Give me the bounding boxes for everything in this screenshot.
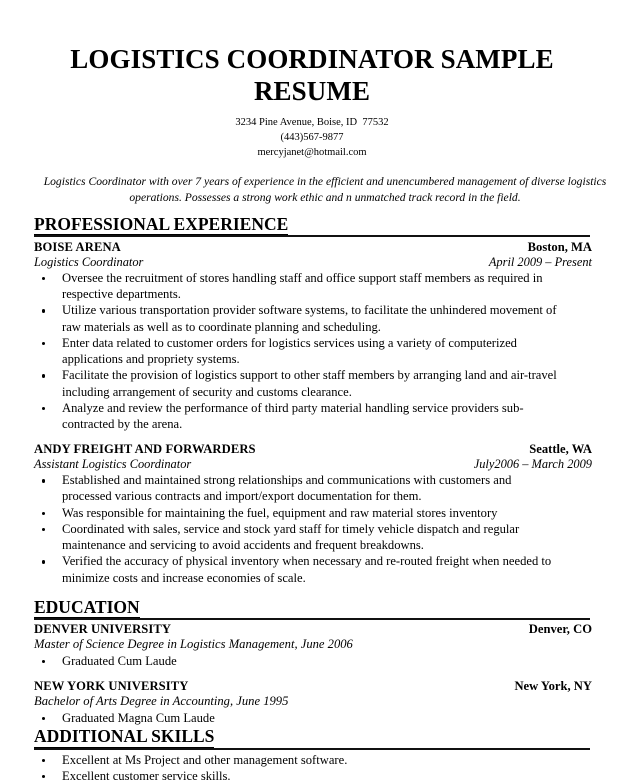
employer-name: ANDY FREIGHT AND FORWARDERS bbox=[34, 442, 256, 457]
school-name: NEW YORK UNIVERSITY bbox=[34, 679, 189, 694]
education-entry bbox=[34, 679, 620, 726]
section-heading-experience: PROFESSIONAL EXPERIENCE bbox=[34, 213, 289, 234]
list-item: Excellent customer service skills. bbox=[34, 768, 562, 784]
employer-name: BOISE ARENA bbox=[34, 239, 121, 254]
professional-summary: Logistics Coordinator with over 7 years of experience in the efficient and unencumbered management of diverse logistics operations. Possesses a strong work ethic and n unmatched track record in the field. bbox=[43, 175, 607, 204]
degree-title: Bachelor of Arts Degree in Accounting, June 1995 bbox=[34, 694, 289, 709]
experience-bullet-list bbox=[34, 270, 620, 432]
section-rule-skills bbox=[34, 748, 590, 750]
list-item: Graduated Cum Laude bbox=[34, 653, 562, 669]
education-entry bbox=[34, 622, 620, 669]
contact-address: 3234 Pine Avenue, Boise, ID 77532 bbox=[235, 116, 389, 128]
section-heading-wrap bbox=[34, 598, 620, 618]
list-item: Was responsible for maintaining the fuel, equipment and raw material stores inventory bbox=[34, 505, 562, 521]
education-bullet-list bbox=[34, 653, 620, 669]
experience-entry-role-row bbox=[34, 457, 592, 472]
list-item: Analyze and review the performance of third party material handling service providers sub-contracted by the arena. bbox=[34, 400, 562, 432]
section-additional-skills bbox=[34, 727, 620, 784]
contact-phone: (443)567-9877 bbox=[280, 131, 344, 143]
education-bullet-list bbox=[34, 710, 620, 726]
degree-title: Master of Science Degree in Logistics Management, June 2006 bbox=[34, 637, 353, 652]
section-education bbox=[34, 598, 620, 726]
section-rule-education bbox=[34, 618, 590, 620]
page-title: LOGISTICS COORDINATOR SAMPLE RESUME bbox=[70, 44, 554, 106]
job-title: Logistics Coordinator bbox=[34, 254, 144, 269]
school-location: Denver, CO bbox=[528, 622, 592, 637]
school-name: DENVER UNIVERSITY bbox=[34, 622, 172, 637]
education-entry-school-row bbox=[34, 679, 592, 694]
list-item: Enter data related to customer orders for logistics services using a variety of computerized applications and propriety systems. bbox=[34, 335, 562, 367]
list-item: Oversee the recruitment of stores handling staff and office support staff members as required in respective departments. bbox=[34, 270, 562, 302]
section-heading-wrap bbox=[34, 727, 620, 747]
list-item: Verified the accuracy of physical inventory when necessary and re-routed freight when needed to minimize costs and increase economies of scale. bbox=[34, 553, 562, 585]
experience-entry bbox=[34, 240, 620, 432]
experience-bullet-list bbox=[34, 472, 620, 586]
list-item: Graduated Magna Cum Laude bbox=[34, 710, 562, 726]
experience-entry-role-row bbox=[34, 255, 592, 270]
experience-entry bbox=[34, 442, 620, 586]
contact-block bbox=[34, 116, 620, 161]
skills-bullet-list bbox=[34, 752, 620, 784]
section-heading-wrap bbox=[34, 215, 620, 235]
education-entry-school-row bbox=[34, 622, 592, 637]
employer-location: Seattle, WA bbox=[529, 442, 592, 457]
employment-dates: July2006 – March 2009 bbox=[473, 457, 592, 472]
list-item: Established and maintained strong relationships and communications with customers and processed various contracts and import/export documentation for them. bbox=[34, 472, 562, 504]
list-item: Excellent at Ms Project and other management software. bbox=[34, 752, 562, 768]
list-item: Coordinated with sales, service and stock yard staff for timely vehicle dispatch and regular maintenance and servicing to avoid accidents and frequent breakdowns. bbox=[34, 521, 562, 553]
contact-email: mercyjanet@hotmail.com bbox=[257, 146, 367, 158]
job-title: Assistant Logistics Coordinator bbox=[34, 457, 192, 472]
employment-dates: April 2009 – Present bbox=[488, 254, 592, 269]
section-heading-education: EDUCATION bbox=[34, 596, 140, 617]
list-item: Utilize various transportation provider software systems, to facilitate the unhindered movement of raw materials as well as to coordinate planning and scheduling. bbox=[34, 302, 562, 334]
employer-location: Boston, MA bbox=[527, 239, 592, 254]
list-item: Facilitate the provision of logistics support to other staff members by arranging land and air-travel including arrangement of security and customs clearance. bbox=[34, 367, 562, 399]
experience-entry-org-row bbox=[34, 442, 592, 457]
section-rule-experience bbox=[34, 235, 590, 237]
section-heading-skills: ADDITIONAL SKILLS bbox=[34, 726, 215, 747]
school-location: New York, NY bbox=[514, 679, 592, 694]
experience-entry-org-row bbox=[34, 240, 592, 255]
section-professional-experience bbox=[34, 215, 620, 586]
